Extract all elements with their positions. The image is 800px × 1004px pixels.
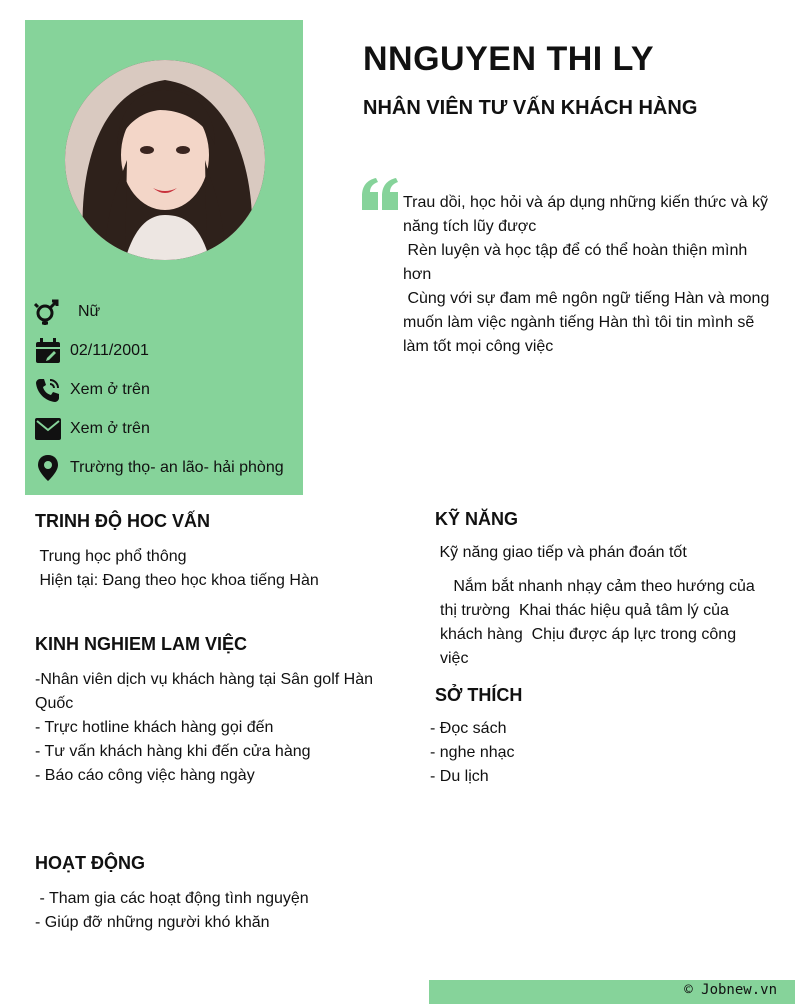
hobby-line: - Du lịch — [430, 768, 489, 785]
phone-value: Xem ở trên — [70, 381, 150, 398]
sidebar — [25, 20, 303, 495]
job-title: NHÂN VIÊN TƯ VẤN KHÁCH HÀNG — [363, 97, 698, 119]
avatar — [65, 60, 265, 260]
activities-section — [35, 887, 405, 935]
gender-row — [34, 298, 100, 326]
gender-icon — [34, 298, 62, 326]
activity-line: - Giúp đỡ những người khó khăn — [35, 914, 270, 931]
skill-line: Kỹ năng giao tiếp và phán đoán tốt — [435, 544, 687, 561]
experience-line: - Tư vấn khách hàng khi đến cửa hàng — [35, 743, 311, 760]
email-icon — [34, 415, 62, 443]
skills-title: KỸ NĂNG — [435, 509, 519, 529]
birthdate-row — [34, 337, 149, 365]
skills-section — [435, 541, 760, 671]
activity-line: - Tham gia các hoạt động tình nguyện — [35, 890, 309, 907]
hobbies-title: SỞ THÍCH — [435, 685, 523, 705]
quote-icon — [362, 178, 400, 215]
activities-title: HOẠT ĐỘNG — [35, 853, 145, 873]
experience-section — [35, 668, 405, 788]
summary-line: Cùng với sự đam mê ngôn ngữ tiếng Hàn và mong muốn làm việc ngành tiếng Hàn thì tôi tin mình sẽ làm tốt mọi công việc — [403, 290, 774, 355]
experience-title: KINH NGHIEM LAM VIỆC — [35, 634, 248, 654]
experience-line: - Báo cáo công việc hàng ngày — [35, 767, 255, 784]
gender-value: Nữ — [78, 303, 101, 320]
email-value: Xem ở trên — [70, 420, 150, 437]
summary-line: Rèn luyện và học tập để có thể hoàn thiện mình hơn — [403, 242, 752, 283]
phone-row — [34, 376, 150, 404]
candidate-name: NNGUYEN THI LY — [363, 40, 655, 78]
career-summary — [403, 191, 773, 359]
footer-credit: © Jobnew.vn — [684, 982, 777, 998]
birthdate-value: 02/11/2001 — [70, 342, 149, 359]
skill-line: Nắm bắt nhanh nhạy cảm theo hướng của thị trường Khai thác hiệu quả tâm lý của khách hàng Chịu được áp lực trong công việc — [440, 578, 760, 667]
summary-line: Trau dồi, học hỏi và áp dụng những kiến thức và kỹ năng tích lũy được — [403, 194, 769, 235]
address-value: Trường thọ- an lão- hải phòng — [70, 459, 284, 476]
footer-bar — [429, 980, 795, 1004]
phone-icon — [34, 376, 62, 404]
hobby-line: - Đọc sách — [430, 720, 507, 737]
email-row — [34, 415, 150, 443]
education-title: TRINH ĐỘ HOC VẤN — [35, 511, 210, 531]
address-row — [34, 454, 284, 482]
hobby-line: - nghe nhạc — [430, 744, 515, 761]
experience-line: - Trực hotline khách hàng gọi đến — [35, 719, 274, 736]
hobbies-section — [430, 717, 770, 789]
education-section — [35, 545, 405, 593]
education-line: Trung học phổ thông — [35, 548, 187, 565]
location-icon — [34, 454, 62, 482]
calendar-icon — [34, 337, 62, 365]
education-line: Hiện tại: Đang theo học khoa tiếng Hàn — [35, 572, 319, 589]
experience-line: -Nhân viên dịch vụ khách hàng tại Sân golf Hàn Quốc — [35, 671, 373, 712]
